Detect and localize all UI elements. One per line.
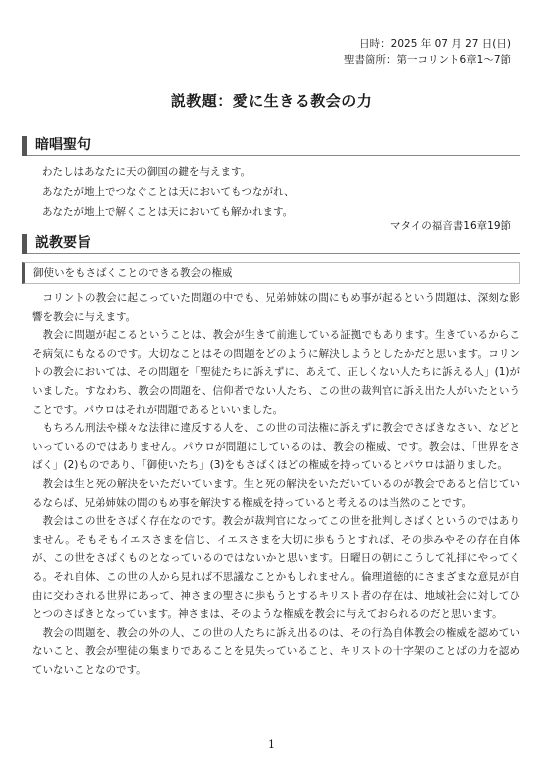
service-date: 日時：2025 年 07 月 27 日(日) (359, 38, 511, 50)
scripture-passage: 聖書箇所：第一コリント6章1～7節 (343, 54, 511, 66)
heading-rule (27, 155, 520, 156)
memory-verse-heading (22, 136, 520, 156)
memory-verse-line: あなたが地上で解くことは天においても解かれます。 (42, 206, 294, 218)
summary-heading (22, 234, 520, 254)
body-paragraph: もちろん刑法や様々な法律に違反する人を、この世の司法権に訴えずに教会でさばきなさい、などといっているのではありません。パウロが問題にしているのは、教会の権威、です。教会は、「世界をさばく」(2)ものであり、「御使いたち」(3)をもさばくほどの権威を持っているとパウロは語りました。 (32, 422, 520, 472)
sermon-body (32, 289, 520, 679)
heading-rule (27, 253, 520, 254)
page-number: 1 (268, 738, 275, 751)
verse-reference: マタイの福音書16章19節 (389, 220, 511, 232)
summary-subheading: 御使いをもさばくことのできる教会の権威 (22, 262, 520, 284)
memory-verse-line: わたしはあなたに天の御国の鍵を与えます。 (42, 166, 252, 178)
body-paragraph: 教会に問題が起こるということは、教会が生きて前進している証拠でもあります。生きているからこそ病気にもなるのです。大切なことはその問題をどのように解決しようとしたかだと思います。コリントの教会においては、その問題を「聖徒たちに訴えずに、あえて、正しくない人たちに訴える人」(1)がいました。すなわち、教会の問題を、信仰者でない人たち、この世の裁判官に訴え出た人がいたということです。パウロはそれが問題であるといいました。 (32, 329, 520, 416)
summary-heading-text: 説教要旨 (35, 235, 91, 251)
body-paragraph: 教会はこの世をさばく存在なのです。教会が裁判官になってこの世を批判しさばくというのではありません。そもそもイエスさまを信じ、イエスさまを大切に歩もうとすれば、その歩みやその存在自体が、この世をさばくものとなっているのではないかと思います。日曜日の朝にこうして礼拝にやってくる。それ自体、この世の人から見れば不思議なことかもしれません。倫理道徳的にさまざまな意見が自由に交わされる世界にあって、神さまの聖さに歩もうとするキリスト者の存在は、地域社会に対してひとつのさばきとなっています。神さまは、そのような権威を教会に与えておられるのだと思います。 (32, 515, 520, 621)
memory-verse-heading-text: 暗唱聖句 (35, 137, 91, 153)
body-paragraph: コリントの教会に起こっていた問題の中でも、兄弟姉妹の間にもめ事が起るという問題は、深刻な影響を教会に与えます。 (32, 292, 520, 323)
body-paragraph: 教会の問題を、教会の外の人、この世の人たちに訴え出るのは、その行為自体教会の権威を認めていないこと、教会が聖徒の集まりであることを見失っていること、キリストの十字架のことばの力を認めていないことなのです。 (32, 626, 520, 676)
sermon-title: 説教題：愛に生きる教会の力 (170, 92, 373, 110)
body-paragraph: 教会は生と死の解決をいただいています。生と死の解決をいただいているのが教会であると信じているならば、兄弟姉妹の間のもめ事を解決する権威を持っていると考えるのは当然のことです。 (32, 477, 520, 509)
memory-verse-line: あなたが地上でつなぐことは天においてもつながれ、 (42, 186, 295, 198)
